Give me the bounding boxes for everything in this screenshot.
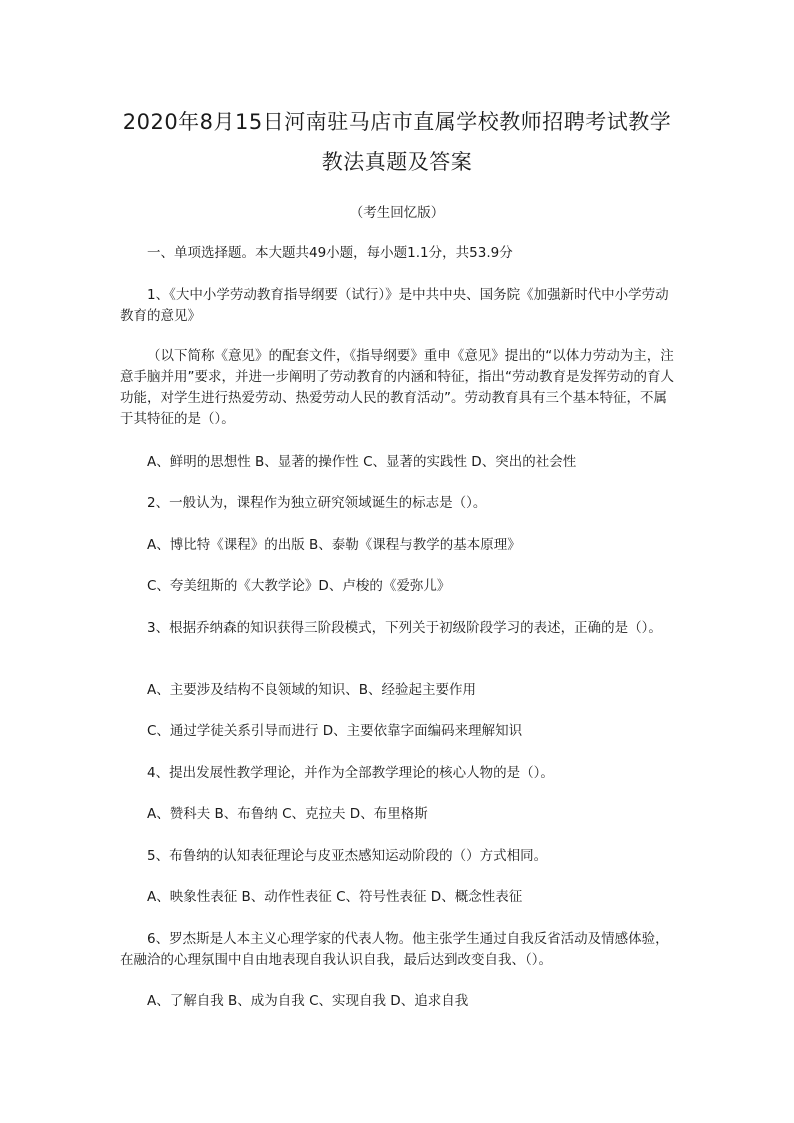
question-6-options: A、了解自我 B、成为自我 C、实现自我 D、追求自我 [147,993,469,1009]
question-3-options-ab: A、主要涉及结构不良领域的知识、B、经验起主要作用 [147,682,476,698]
question-1-stem: 1、《大中小学劳动教育指导纲要（试行）》是中共中央、国务院《加强新时代中小学劳动教育的意见》 [120,287,669,324]
question-5-stem: 5、布鲁纳的认知表征理论与皮亚杰感知运动阶段的（）方式相同。 [147,848,548,864]
question-4-stem: 4、提出发展性教学理论，并作为全部教学理论的核心人物的是（）。 [147,765,554,781]
document-title-line-2: 教法真题及答案 [321,150,473,174]
question-2-options-cd: C、夸美纽斯的《大教学论》D、卢梭的《爱弥儿》 [147,578,451,594]
question-1-options: A、鲜明的思想性 B、显著的操作性 C、显著的实践性 D、突出的社会性 [147,454,577,470]
document-title-line-1: 2020年8月15日河南驻马店市直属学校教师招聘考试教学 [122,110,672,134]
question-4-options: A、赞科夫 B、布鲁纳 C、克拉夫 D、布里格斯 [147,806,428,822]
document-subtitle: （考生回忆版） [349,205,445,221]
question-2-stem: 2、一般认为，课程作为独立研究领域诞生的标志是（）。 [147,495,487,511]
section-heading: 一、单项选择题。本大题共49小题，每小题1.1分，共53.9分 [147,245,513,261]
question-3-stem: 3、根据乔纳森的知识获得三阶段模式，下列关于初级阶段学习的表述，正确的是（）。 [147,620,662,636]
question-5-options: A、映象性表征 B、动作性表征 C、符号性表征 D、概念性表征 [147,889,523,905]
question-3-options-cd: C、通过学徒关系引导而进行 D、主要依靠字面编码来理解知识 [147,723,523,739]
question-1-context: （以下简称《意见》的配套文件，《指导纲要》重申《意见》提出的“以体力劳动为主，注意手脑并用”要求，并进一步阐明了劳动教育的内涵和特征，指出“劳动教育是发挥劳动的育人功能，对学生进行热爱劳动、热爱劳动人民的教育活动”。劳动教育具有三个基本特征，不属于其特征的是（）。 [120,348,674,427]
question-2-options-ab: A、博比特《课程》的出版 B、泰勒《课程与教学的基本原理》 [147,537,521,553]
question-6-stem: 6、罗杰斯是人本主义心理学家的代表人物。他主张学生通过自我反省活动及情感体验，在融洽的心理氛围中自由地表现自我认识自我，最后达到改变自我、（）。 [120,931,669,968]
